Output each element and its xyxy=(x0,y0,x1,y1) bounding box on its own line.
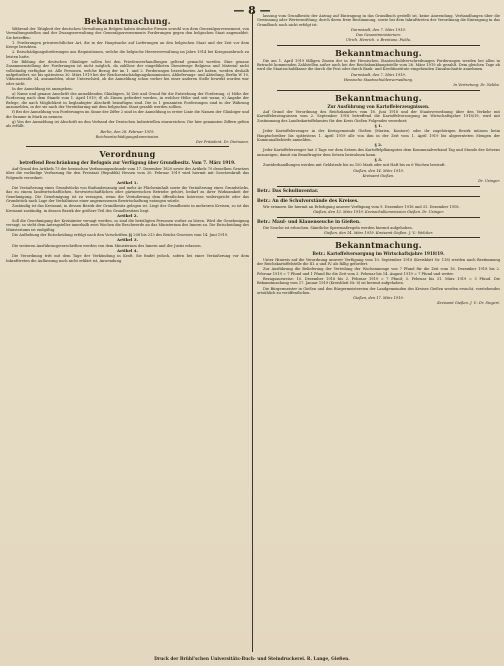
announcement-title: Bekanntmachung. xyxy=(335,92,422,103)
printer-imprint: Druck der Brühl'schen Universitäts-Buch- und Steindruckerei. R. Lange, Gießen. xyxy=(154,657,350,662)
ordinance-paragraph: Die Veräußerung eines Grundstücks von fünfundzwanzig und mehr Ar Flächeninhalt sowie die Veräußerung eines Grundstücks, das zu einem landwirtschaftlichen, forstwirtschaftlichen oder gärtnerischen Betriebe gehört, bedarf zu ihrer Wirksamkeit der Genehmigung. Die Genehmigung ist zu versagen, wenn die Veräußerung dem öffentlichen Interesse widerspricht oder das Grundstück nach Lage der Verhältnisse einer angemessenen Bewirtschaftung entzogen würde. xyxy=(6,186,249,203)
signature-place: Berlin, den 28. Februar 1919. xyxy=(100,129,155,134)
announcement-paragraph: a) Name und genaue Anschrift des anmeldenden Gläubigers, b) Zeit und Grund für die Entstehung der Forderung, c) Höhe der Forderung nach dem Stande vom 1. April 1919; d) ob Zinsen gefordert werden, in welcher Höhe und seit wann; e) Angabe der Belege, die nach Möglichkeit in beglaubigter Abschrift beizufügen sind. Die in 1 genannten Forderungen sind in der Währung anzumelden, in der sie nach der Vereinbarung mit dem belgischen Staat gezahlt werden sollten. xyxy=(6,92,249,110)
signature-place: Gießen, den 17. März 1919. xyxy=(353,296,404,301)
ordinance-paragraph: Die Aufhebung der Entscheidung erfolgt nach den Vorschriften §§ 208 bis 213 des Reichs-Gesetzes vom 14. Juni 1919. xyxy=(12,233,229,238)
section-rule xyxy=(277,45,480,46)
signature-organization: Hessische Staatsschuldenverwaltung. xyxy=(343,77,414,82)
notice-signature: Gießen, den 13. März 1919. Kreisschulkommission Gießen. Dr. Usinger. xyxy=(313,210,444,215)
notice-paragraph: Wir erinnern Sie hiermit an Erledigung unserer Verfügung vom 9. Dezember 1918 und 31. Dezember 1918. xyxy=(263,204,460,209)
announcement-paragraph: Unter Hinweis auf die Verordnung unserer Verfügung vom 10. September 1918 (Kreisblatt Nr. 118) werden nach Bestimmung der Reichskartoffelstelle die III. a und IV. als fällig gefordert. xyxy=(257,257,500,267)
ordinance-subtitle: betreffend Beschränkung der Befugnis zur Verfügung über Grundbesitz. Vom 7. März 1919. xyxy=(19,160,236,166)
signature-place: Darmstadt, den 7. März 1919. xyxy=(351,72,406,77)
signature-name: Der Präsident. Dr. Dietmann. xyxy=(195,140,249,145)
signature-organization: Reichsentschädigungskommission. xyxy=(95,134,160,139)
signature-organization: Kreisamt Gießen. J. V.: Dr. Siegert. xyxy=(437,301,500,306)
left-column xyxy=(6,14,249,650)
section-heading: § 1. xyxy=(374,122,383,128)
announcement-paragraph: g) Von der Anmeldung ist Abschrift an den Verband der Deutschen Industriellen einzureichen. Die hier genannten Ziffern gelten als erfüllt. xyxy=(6,119,249,129)
ordinance-continuation: lassung vom Grundbesitz der Antrag auf Eintragung in das Grundbuch gestellt ist, keine Anwendung. Verhandlungen über die Gewinnung oder Wertermittlung, durch deren freie Bestimmung, sowie bei dem Inkrafttreten der Verordnung die Eintragung in das Grundbuch noch nicht erfolgt ist. xyxy=(257,14,500,27)
announcement-paragraph: In der Anmeldung ist anzugeben: xyxy=(12,86,73,91)
ordinance-paragraph: Zuständig ist das Kreisamt, in dessen Bezirk der Grundbesitz gelegen ist. Liegt der Grundbesitz in mehreren Kreisen, so ist das Kreisamt zuständig, in dessen Bezirk der größere Teil des Grundbesitzes liegt. xyxy=(6,204,249,213)
announcement-paragraph: Zur Ausführung die Belieferung der Verteilung der Wochenmenge von 7 Pfund für die Zeit vom 16. Dezember 1918 bis 2. Februar 1919 = 7 Pfund und 1 Pfund für die Zeit vom 3. Februar bis 14. August 1919 = 7 Pfund und weiter. xyxy=(257,267,500,276)
article-heading: Artikel 2. xyxy=(117,212,138,218)
announcement-paragraph: 2. Entschädigungsforderungen aus Requisitionen, welche die belgische Heeresverwaltung im Jahre 1914 bei Kriegsausbruch zu leisten hatte. xyxy=(6,50,249,59)
notice-subject: Betr.: Maul- und Klauenseuche in Gießen. xyxy=(257,219,361,225)
signature-names: Ulrich. Henrich. v. Brentano. Fulda. xyxy=(345,38,412,43)
announcement-title: Bekanntmachung. xyxy=(335,240,422,251)
announcement-paragraph: Die Bildung der deutschen Gläubiger sollen bei den Friedensverhandlungen geltend gemacht werden. Eine genaue Zusammenstellung der Forderungen ist nicht möglich, da zahllose der eingeführten Dienstwege Belgiens und Material nicht vollständig verfügbar ist. Alle Personen, welche Bezug der im 1. und 2. Forderungen bezeichneten Art haben, werden deshalb aufgefordert, sie bis spätestens 30. März 1919 bei der Reichsentschädigungskommission, Ablieferungs- und Abteilung, Berlin W 10, Viktoriastraße 34, anzumelden, ohne Unterschied, ob die Anmeldung schon vorher bei einer anderen Stelle bewirkt worden war oder nicht. xyxy=(6,60,249,86)
section-rule xyxy=(277,196,480,197)
announcement-paragraph: Die am 1. April 1919 fälligen Zinsen der in der Hessischen Staatsschuldverschreibungen Forderungen werden bei allen in Betracht kommenden Zahlstellen außer auch bei der Reichsbankhauptstelle vom 26. März 1919 ab gezahlt. Dem gleichen Tage ab wird die Staatsschuldkasse die durch die Post oder durch Bank- und Kreditinstitute eingehenden Zinsabschnitte annehmen. xyxy=(257,58,500,72)
announcement-paragraph: Zuwiderhandlungen werden mit Geldstrafe bis zu 150 Mark oder mit Haft bis zu 6 Wochen bestraft. xyxy=(263,163,446,168)
section-heading: § 3. xyxy=(374,157,383,163)
announcement-title: Bekanntmachung. xyxy=(84,16,171,26)
article-heading: Artikel 3. xyxy=(117,237,138,243)
article-heading: Artikel 4. xyxy=(117,247,138,253)
ordinance-title: Verordnung xyxy=(99,149,156,160)
announcement-paragraph: Jeder Kartoffelerzeuger hat 3 Tage vor dem Setzen des Kartoffelpflanzgutes dem Kommunalverband Tag und Stunde des Setzens anzuzeigen, damit ein Beauftragter dem Setzen beiwohnen kann. xyxy=(257,148,500,157)
announcement-paragraph: Während der Tätigkeit der deutschen Verwaltung in Belgien haben deutsche Firmen sowohl von dem Generalgouvernement, von Verwaltungsstellen und der Zwangsverwaltung des Generalgouvernements Forderungen gegen den belgischen Staat angemeldet. Sie betreffen: xyxy=(6,27,249,40)
notice-subject: Betr.: An die Schulvorstände des Kreises. xyxy=(257,198,359,204)
section-rule xyxy=(277,237,480,238)
announcement-paragraph: Auf Grund der Verordnung des Reichskanzlers vom 18. Juni 1918 und der Staatsverordnung über den Verkehr mit Kartoffelerzeugnissen vom 2. September 1918 betreffend die Kartoffelversorgung im Wirtschaftsjahre 1918/19, wird mit Zustimmung des Landeskartoffelamtes für den Kreis Gießen Folgendes verordnet: xyxy=(257,110,500,123)
signature-organization: Kreisamt Gießen. xyxy=(362,173,395,178)
section-rule xyxy=(277,217,480,218)
signature-name: In Vertretung: Dr. Nebbe. xyxy=(453,83,500,88)
article-heading: Artikel 1. xyxy=(117,179,138,185)
notice-paragraph: Die Seuche ist erloschen. Sämtliche Sperrmaßregeln werden hiermit aufgehoben. xyxy=(263,225,413,230)
section-rule xyxy=(26,146,229,147)
notice-signature: Gießen, den 14. März 1919. Kreisamt Gießen. J. V.: Welcker. xyxy=(323,231,434,236)
ordinance-paragraph: Auf Grund des Artikels 73 der hessischen Verfassungsurkunde vom 17. Dezember 1820 sowie des Artikels 70 desselben Gesetzes über die vorläufige Verfassung für den Freistaat (Republik) Hessen vom 20. Februar 1919 wird hiermit mit Gesetzeskraft das Folgende verordnet: xyxy=(6,166,249,180)
announcement-subtitle: Betr.: Kartoffelversorgung im Wirtschaftsjahre 1918/19. xyxy=(312,251,445,257)
announcement-title: Bekanntmachung. xyxy=(335,47,422,58)
ordinance-paragraph: Die weiteren Ausführungsvorschriften werden von dem Ministerium des Innern und der Justiz erlassen. xyxy=(12,243,202,248)
section-heading: § 2. xyxy=(374,142,383,148)
page-number: — 8 — xyxy=(233,4,271,17)
signature-place: Gießen, den 14. März 1919. xyxy=(353,168,404,173)
announcement-paragraph: Bezugsausweise: 10. Dezember 1918 bis 2. Februar 1919 = 7 Pfund; 3. Februar bis 31. März 1919 = 5 Pfund. Die Bekanntmachung vom 17. Januar 1919 (Kreisblatt Nr. 8) ist hiermit aufgehoben. xyxy=(257,277,500,286)
section-rule xyxy=(277,90,480,91)
signature-place: Darmstadt, den 7. März 1919. xyxy=(351,27,406,32)
section-rule xyxy=(277,186,480,187)
signature-organization: Das Gesamtministerium: xyxy=(355,33,402,38)
column-divider xyxy=(252,12,253,652)
signature-name: Dr. Usinger. xyxy=(478,179,500,184)
announcement-subtitle: Zur Ausführung von Kartoffelerzeugnissen. xyxy=(327,103,430,109)
right-column xyxy=(257,14,500,650)
announcement-paragraph: Die Bürgermeister in Gießen und den Bürgermeistereien der Landgemeinden des Kreises Gießen werden ersucht, vorstehendes ortsüblich zu veröffentlichen. xyxy=(257,286,500,295)
announcement-paragraph: Jeder Kartoffelerzeuger in der Kreisgemeinde Gießen (Marien, Kontore) oder ihr zugehörigen Bezirk müssen beim Hauptschreiber bis spätestens 1. April 1919 alle von ihm in der Zeit vom 1. April 1919 bis abgeernteten Mengen der Kommunalbehörde anmelden. xyxy=(257,129,500,142)
notice-subject: Betr.: Das Schulinventar. xyxy=(257,188,319,194)
announcement-paragraph: 1. Forderungen privatrechtlicher Art, die in der Hauptsache auf Lieferungen an den belgischen Staat und der Zeit vor dem Kriege beruhten. xyxy=(6,40,249,50)
announcement-paragraph: f) Bei der Anmeldung von Forderungen im Sinne der Ziffer 2 sind in der Anmeldung in erster Linie die Namen der Gläubiger und die Summe in Mark zu nennen. xyxy=(6,110,249,119)
ordinance-paragraph: Die Verordnung tritt mit dem Tage der Verkündung in Kraft. Sie findet jedoch, sofern bei einer Veräußerung vor dem Inkrafttreten die Auflassung noch nicht erklärt ist, Anwendung. xyxy=(6,254,249,263)
ordinance-paragraph: Soll die Genehmigung der Kreisämter versagt werden, so sind die beteiligten Personen vorher zu hören. Wird die Genehmigung versagt, so steht dem Antragsteller innerhalb zwei Wochen die Beschwerde an das Ministerium des Innern zu. Die Entscheidung des Ministeriums ist endgültig. xyxy=(6,219,249,232)
